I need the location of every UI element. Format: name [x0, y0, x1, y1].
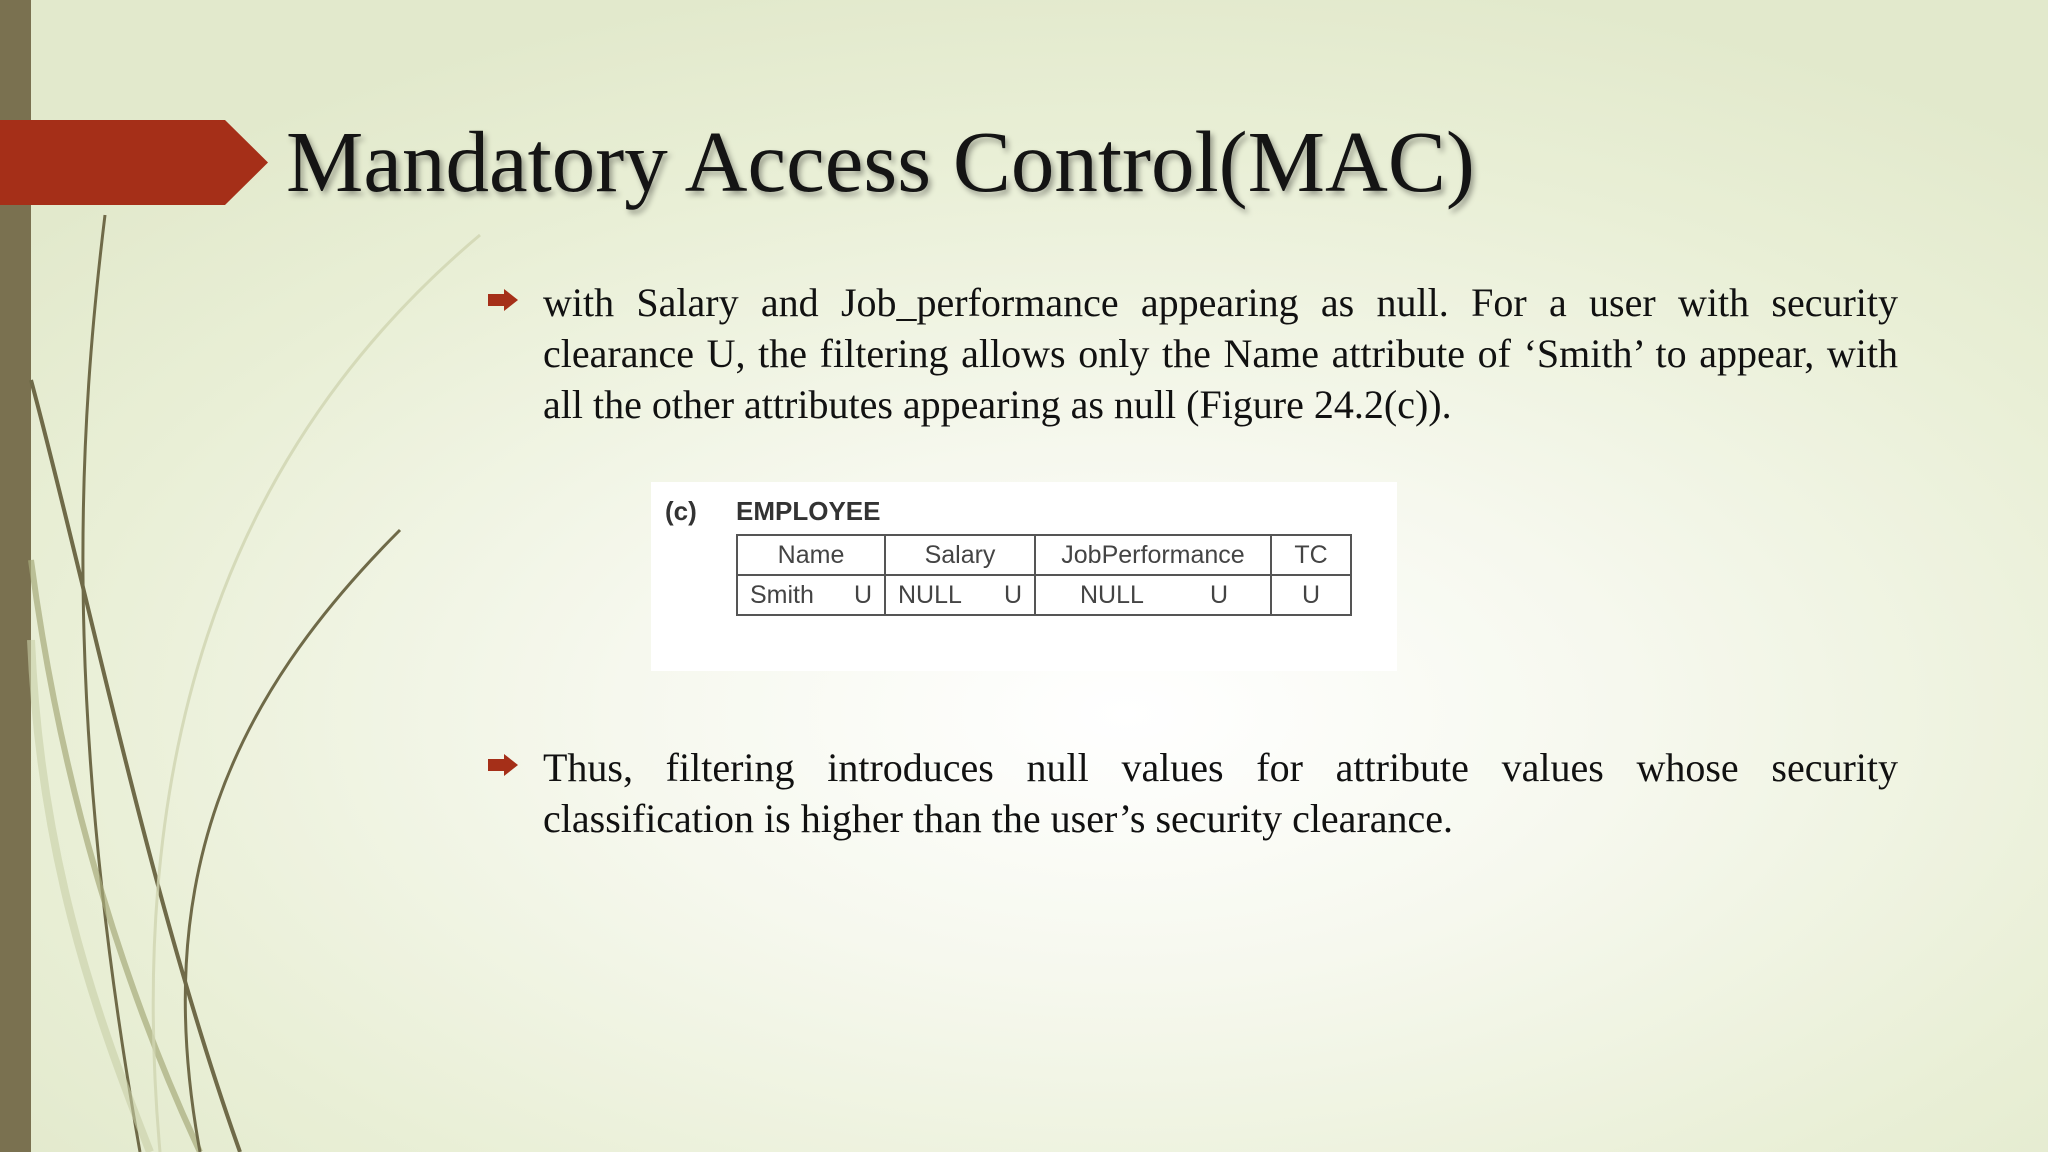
- header-job-performance: JobPerformance: [1035, 535, 1271, 575]
- bullet-item: [488, 742, 1898, 844]
- figure-label: (c): [665, 496, 697, 526]
- employee-table: [736, 534, 1352, 616]
- cell-value: Smith: [750, 580, 814, 609]
- cell-salary: [885, 575, 1035, 615]
- cell-classification: U: [1003, 580, 1022, 609]
- table-row: [737, 575, 1351, 615]
- cell-value: U: [1301, 580, 1321, 609]
- bullet-text: with Salary and Job_performance appearing as null. For a user with security clearance U, the filtering allows only the Name attribute of ‘Smith’ to appear, with all the other attributes appearing as null (Figure 24.2(c)).: [543, 280, 1898, 427]
- cell-name: [737, 575, 885, 615]
- slide-title: Mandatory Access Control(MAC): [286, 113, 1475, 210]
- employee-figure: [651, 482, 1397, 671]
- bullet-item: [488, 277, 1898, 430]
- figure-caption: EMPLOYEE: [736, 496, 881, 526]
- header-tc: TC: [1271, 535, 1351, 575]
- cell-value: NULL: [1080, 580, 1144, 609]
- bullet-text: Thus, filtering introduces null values for attribute values whose security classification is higher than the user’s security clearance.: [543, 745, 1898, 841]
- cell-value: NULL: [898, 580, 962, 609]
- arrow-bullet-icon: [488, 754, 518, 776]
- cell-tc: [1271, 575, 1351, 615]
- cell-classification: U: [1209, 580, 1228, 609]
- header-salary: Salary: [885, 535, 1035, 575]
- table-header-row: [737, 535, 1351, 575]
- header-name: Name: [737, 535, 885, 575]
- title-arrow-banner: [0, 120, 268, 205]
- arrow-bullet-icon: [488, 289, 518, 311]
- cell-job-performance: [1035, 575, 1271, 615]
- cell-classification: U: [853, 580, 872, 609]
